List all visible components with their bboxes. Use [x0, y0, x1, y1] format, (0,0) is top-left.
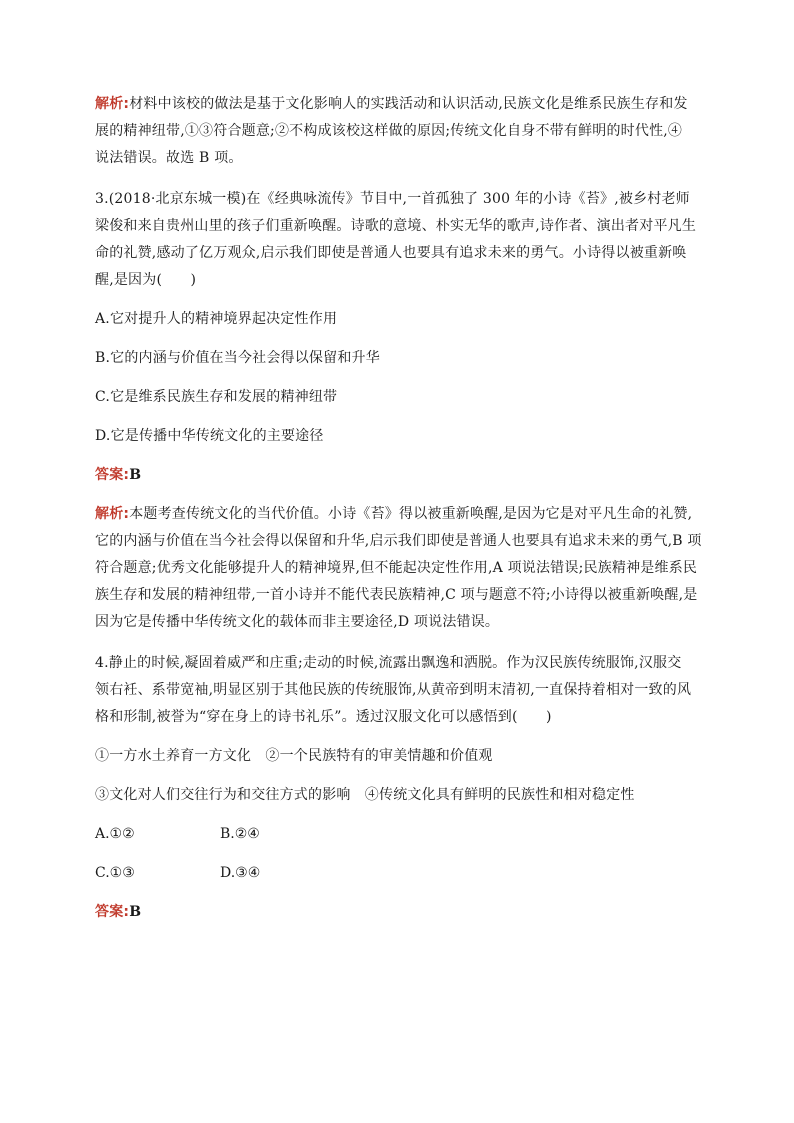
analysis-line: 因为它是传播中华传统文化的载体而非主要途径,D 项说法错误。 — [95, 614, 500, 630]
answer-line — [95, 462, 707, 489]
option-c: C.它是维系民族生存和发展的精神纽带 — [95, 389, 338, 405]
question-stem-line: 领右衽、系带宽袖,明显区别于其他民族的传统服饰,从黄帝到明末清初,一直保持着相对一致的风 — [95, 682, 692, 698]
answer-value: B — [129, 904, 142, 920]
question-stem-line: 格和形制,被誉为“穿在身上的诗书礼乐”。透过汉服文化可以感悟到( ) — [95, 709, 552, 725]
option-d: D.它是传播中华传统文化的主要途径 — [95, 428, 324, 444]
answer-label: 答案: — [95, 904, 130, 920]
option-d: D.③④ — [220, 865, 261, 881]
question-stem-line: 梁俊和来自贵州山里的孩子们重新唤醒。诗歌的意境、朴实无华的歌声,诗作者、演出者对平凡生 — [95, 218, 697, 234]
option-a: A.它对提升人的精神境界起决定性作用 — [95, 311, 338, 327]
analysis-line: 说法错误。故选 B 项。 — [95, 150, 243, 166]
document-page — [95, 91, 707, 926]
analysis-label: 解析: — [95, 96, 130, 112]
analysis-line — [95, 501, 707, 528]
option-c: C.①③ — [95, 865, 135, 881]
analysis-line: 符合题意;优秀文化能够提升人的精神境界,但不能起决定性作用,A 项说法错误;民族精神是维系民 — [95, 560, 698, 576]
analysis-line: 它的内涵与价值在当今社会得以保留和升华,启示我们即使是普通人也要具有追求未来的勇气,B 项 — [95, 533, 702, 549]
option-a: A.①② — [95, 826, 135, 842]
option-row — [95, 821, 707, 848]
option-b: B.②④ — [220, 826, 260, 842]
option-b: B.它的内涵与价值在当今社会得以保留和升华 — [95, 350, 380, 366]
analysis-block-prev — [95, 91, 707, 172]
question-stem-line: 醒,是因为( ) — [95, 272, 197, 288]
answer-line — [95, 899, 707, 926]
question-3 — [95, 186, 707, 636]
question-stem-line: 4.静止的时候,凝固着威严和庄重;走动的时候,流露出飘逸和洒脱。作为汉民族传统服饰,汉服交 — [95, 655, 682, 671]
analysis-text: 本题考查传统文化的当代价值。小诗《苔》得以被重新唤醒,是因为它是对平凡生命的礼赞, — [129, 506, 693, 522]
question-stem-line: 3.(2018·北京东城一模)在《经典咏流传》节目中,一首孤独了 300 年的小诗《苔》,被乡村老师 — [95, 191, 690, 207]
analysis-block-q3 — [95, 501, 707, 636]
analysis-line: 族生存和发展的精神纽带,一首小诗并不能代表民族精神,C 项与题意不符;小诗得以被重新唤醒,是 — [95, 587, 698, 603]
answer-value: B — [129, 467, 142, 483]
analysis-line: 展的精神纽带,①③符合题意;②不构成该校这样做的原因;传统文化自身不带有鲜明的时代性,④ — [95, 123, 683, 139]
question-stem-line: 命的礼赞,感动了亿万观众,启示我们即使是普通人也要具有追求未来的勇气。小诗得以被重新唤 — [95, 245, 687, 261]
option-row — [95, 860, 707, 887]
analysis-label: 解析: — [95, 506, 130, 522]
answer-label: 答案: — [95, 467, 130, 483]
analysis-line — [95, 91, 707, 118]
statement-line: ①一方水土养育一方文化 ②一个民族特有的审美情趣和价值观 — [95, 748, 493, 764]
question-4 — [95, 650, 707, 926]
statement-line: ③文化对人们交往行为和交往方式的影响 ④传统文化具有鲜明的民族性和相对稳定性 — [95, 787, 635, 803]
analysis-text: 材料中该校的做法是基于文化影响人的实践活动和认识活动,民族文化是维系民族生存和发 — [129, 96, 688, 112]
